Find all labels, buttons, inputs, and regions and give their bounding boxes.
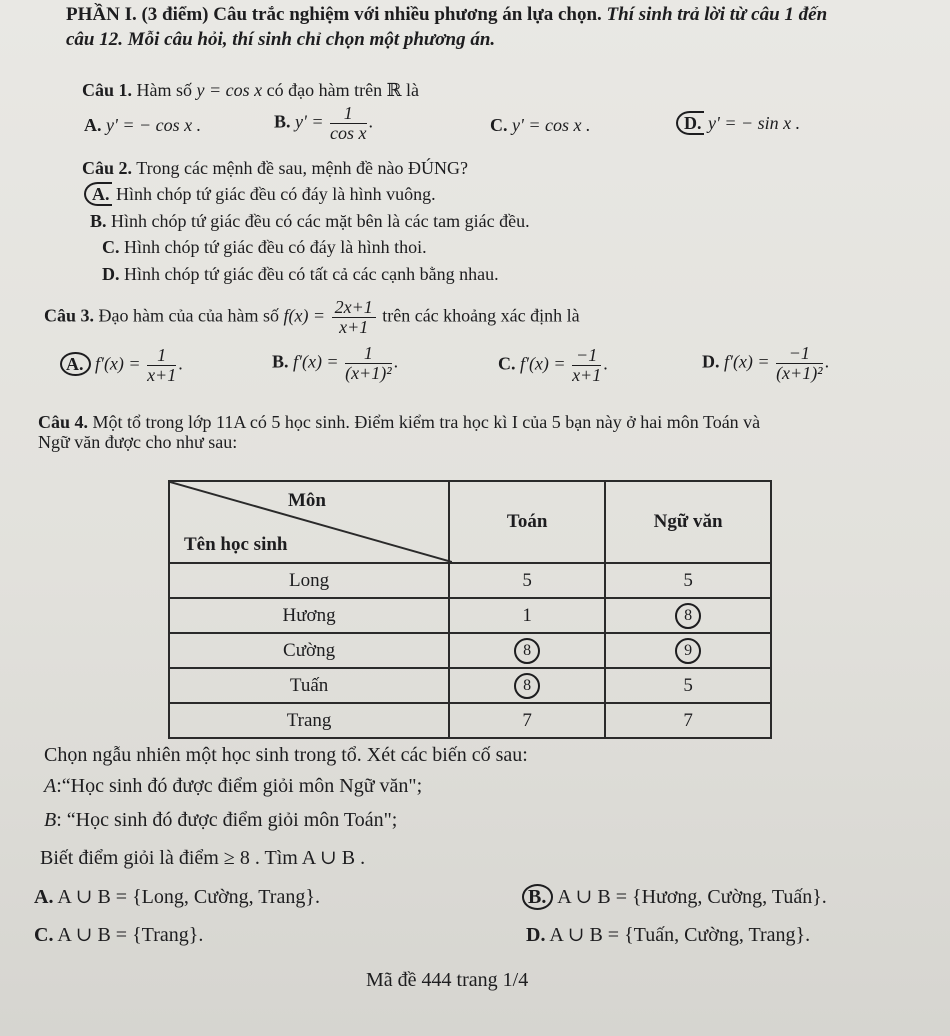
option-letter-circled: A. — [84, 182, 112, 206]
option-expr: f′(x) = — [724, 351, 770, 372]
fraction-denominator: cos x — [330, 122, 367, 143]
q1-option-b[interactable] — [274, 104, 373, 143]
option-expr: y' = cos x . — [512, 115, 591, 135]
option-expr: A ∪ B = {Tuấn, Cường, Trang}. — [549, 924, 811, 946]
column-header-literature: Ngữ văn — [605, 481, 771, 563]
question-1-label: Câu 1. — [82, 80, 133, 100]
part-title: PHẦN I. (3 điểm) Câu trắc nghiệm với nhiều phương án lựa chọn. — [66, 4, 602, 25]
event-a-label: A — [44, 775, 57, 797]
question-2-text: Trong các mệnh đề sau, mệnh đề nào ĐÚNG? — [136, 158, 468, 178]
fraction-denominator: (x+1)² — [776, 362, 823, 383]
math-score-cell — [449, 668, 605, 703]
score-table — [168, 480, 772, 739]
q4-option-c[interactable] — [34, 922, 203, 947]
instruction-line-1: Thí sinh trả lời từ câu 1 đến — [606, 4, 828, 25]
event-a-text: :“Học sinh đó được điểm giỏi môn Ngữ văn"; — [56, 775, 423, 797]
q4-option-a[interactable] — [34, 884, 320, 909]
q1-option-d[interactable] — [676, 113, 800, 134]
fraction-denominator: x+1 — [572, 364, 602, 385]
student-name: Trang — [169, 703, 449, 738]
option-expr: A ∪ B = {Hương, Cường, Tuấn}. — [557, 886, 827, 908]
column-header-math: Toán — [449, 481, 605, 563]
q2-option-c[interactable] — [102, 237, 427, 258]
option-letter: A. — [34, 886, 54, 908]
q3-option-d[interactable] — [702, 344, 829, 383]
fraction-numerator: 1 — [345, 344, 392, 364]
math-score-circled: 8 — [514, 638, 540, 664]
table-row — [169, 703, 771, 738]
question-2 — [82, 158, 468, 179]
q1-option-c[interactable] — [490, 115, 590, 136]
fraction — [776, 344, 823, 383]
event-b-label: B — [44, 809, 57, 831]
student-name: Long — [169, 563, 449, 598]
option-letter: C. — [490, 115, 508, 135]
q4-condition: Biết điểm giỏi là điểm ≥ 8 . Tìm A ∪ B . — [40, 847, 366, 869]
fraction — [572, 346, 601, 385]
question-3-text-end: trên các khoảng xác định là — [382, 305, 580, 326]
option-tail: . — [603, 353, 608, 374]
table-row — [169, 668, 771, 703]
option-text: Hình chóp tứ giác đều có các mặt bên là các tam giác đều. — [111, 211, 530, 231]
fraction — [332, 298, 376, 337]
option-letter: B. — [272, 351, 289, 372]
table-row — [169, 563, 771, 598]
option-expr: f′(x) = — [293, 351, 339, 372]
fraction-numerator: 1 — [147, 346, 176, 366]
table-row — [169, 633, 771, 668]
option-letter-circled: A. — [60, 352, 91, 376]
question-4-text-2: Ngữ văn được cho như sau: — [38, 432, 238, 452]
option-letter: D. — [702, 351, 720, 372]
student-name: Hương — [169, 598, 449, 633]
corner-bottom-label: Tên học sinh — [184, 534, 288, 555]
q1-option-a[interactable] — [84, 115, 201, 136]
fraction-numerator: −1 — [572, 346, 601, 366]
math-score: 7 — [449, 703, 605, 738]
option-letter-circled: B. — [522, 884, 553, 910]
option-letter: C. — [498, 353, 516, 374]
math-score: 1 — [449, 598, 605, 633]
instruction-line-2: câu 12. Mỗi câu hỏi, thí sinh chỉ chọn một phương án. — [66, 29, 496, 50]
q4-random-choice: Chọn ngẫu nhiên một học sinh trong tổ. Xét các biến cố sau: — [44, 744, 528, 766]
option-text: Hình chóp tứ giác đều có đáy là hình vuông. — [116, 184, 436, 204]
question-1-function: y = cos x — [196, 80, 263, 100]
option-letter: B. — [274, 111, 291, 132]
option-letter-circled: D. — [676, 111, 704, 135]
q2-option-a[interactable] — [84, 184, 436, 205]
math-score: 5 — [449, 563, 605, 598]
fraction-numerator: −1 — [776, 344, 823, 364]
event-b — [44, 809, 397, 832]
corner-top-label: Môn — [288, 490, 326, 511]
option-letter: C. — [34, 924, 54, 946]
fraction-numerator: 1 — [330, 104, 366, 124]
fraction-denominator: x+1 — [147, 364, 177, 385]
literature-score: 7 — [605, 703, 771, 738]
question-1-text: Hàm số — [136, 80, 193, 100]
option-letter: C. — [102, 237, 120, 257]
literature-score-cell — [605, 598, 771, 633]
literature-score: 5 — [605, 563, 771, 598]
question-4 — [38, 412, 760, 433]
fraction — [345, 344, 392, 383]
option-text: Hình chóp tứ giác đều có tất cả các cạnh bằng nhau. — [124, 264, 499, 284]
literature-score-cell — [605, 633, 771, 668]
option-expr: f′(x) = — [520, 353, 566, 374]
option-tail: . — [178, 353, 183, 374]
question-2-label: Câu 2. — [82, 158, 133, 178]
question-3-function: f(x) = — [283, 305, 326, 326]
student-name: Cường — [169, 633, 449, 668]
q4-option-d[interactable] — [526, 922, 810, 947]
q3-option-b[interactable] — [272, 344, 398, 383]
q4-option-b[interactable] — [522, 884, 827, 909]
event-a — [44, 775, 422, 798]
q2-option-d[interactable] — [102, 264, 499, 285]
fraction — [147, 346, 176, 385]
option-expr: y' = — [295, 111, 324, 132]
part-heading — [66, 4, 827, 26]
literature-score-circled: 8 — [675, 603, 701, 629]
table-header-row — [169, 481, 771, 563]
q3-option-c[interactable] — [498, 346, 608, 385]
option-letter: D. — [102, 264, 120, 284]
question-1 — [82, 80, 419, 101]
option-letter: D. — [526, 924, 546, 946]
fraction-denominator: (x+1)² — [345, 362, 392, 383]
question-3-label: Câu 3. — [44, 305, 95, 326]
option-expr: f′(x) = — [95, 353, 141, 374]
option-letter: A. — [84, 115, 102, 135]
corner-cell — [169, 481, 449, 563]
option-expr: y' = − cos x . — [106, 115, 202, 135]
option-expr: y' = − sin x . — [708, 113, 801, 133]
math-score-circled: 8 — [514, 673, 540, 699]
fraction-denominator: x+1 — [339, 316, 369, 337]
option-expr: A ∪ B = {Trang}. — [57, 924, 204, 946]
page-footer: Mã đề 444 trang 1/4 — [366, 969, 529, 991]
option-tail: . — [393, 351, 399, 372]
table-row — [169, 598, 771, 633]
option-tail: . — [368, 111, 373, 132]
student-name: Tuấn — [169, 668, 449, 703]
question-4-text: Một tổ trong lớp 11A có 5 học sinh. Điểm kiểm tra học kì I của 5 bạn này ở hai môn Toán và — [92, 412, 761, 432]
fraction-numerator: 2x+1 — [332, 298, 376, 318]
literature-score-circled: 9 — [675, 638, 701, 664]
question-3 — [44, 298, 580, 337]
option-letter: B. — [90, 211, 107, 231]
math-score-cell — [449, 633, 605, 668]
literature-score: 5 — [605, 668, 771, 703]
question-3-text: Đạo hàm của của hàm số — [98, 305, 279, 326]
option-text: Hình chóp tứ giác đều có đáy là hình thoi. — [124, 237, 427, 257]
fraction — [330, 104, 366, 143]
option-tail: . — [824, 351, 830, 372]
event-b-text: : “Học sinh đó được điểm giỏi môn Toán"; — [56, 809, 398, 831]
q2-option-b[interactable] — [90, 211, 530, 232]
question-1-text-end: có đạo hàm trên ℝ là — [266, 80, 420, 100]
question-4-label: Câu 4. — [38, 412, 89, 432]
q3-option-a[interactable] — [60, 346, 183, 385]
option-expr: A ∪ B = {Long, Cường, Trang}. — [57, 886, 320, 908]
